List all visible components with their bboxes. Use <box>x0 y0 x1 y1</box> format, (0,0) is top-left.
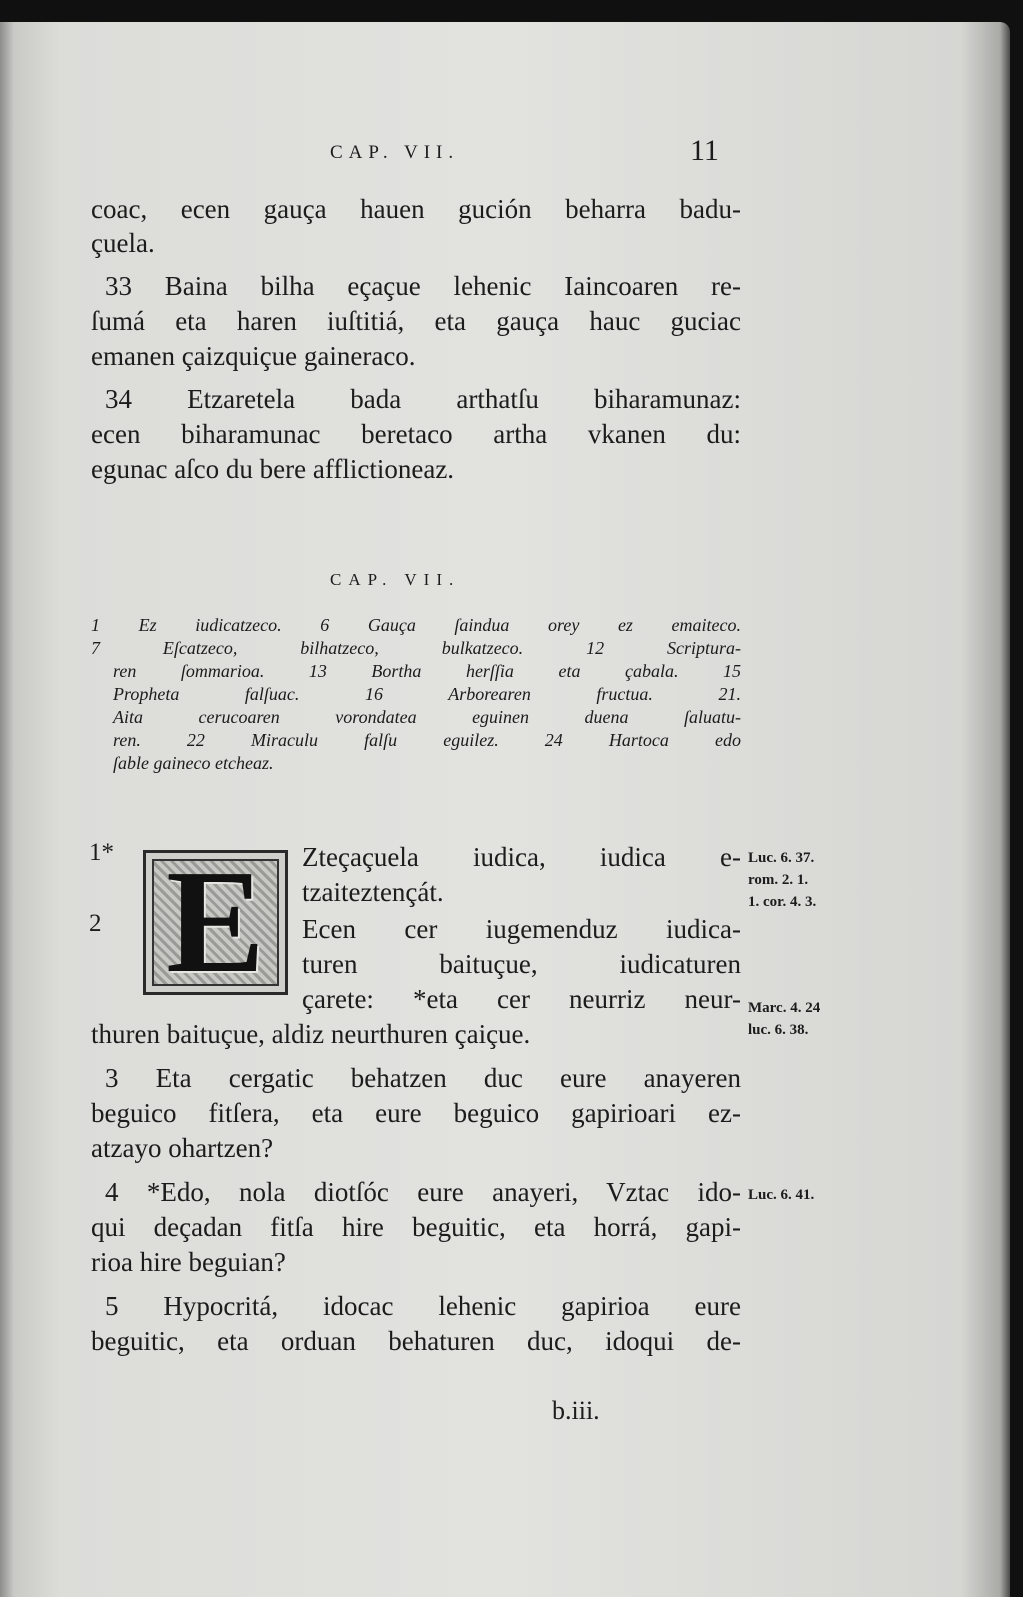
chapter-heading: CAP. VII. <box>330 570 461 589</box>
verse-number: 1* <box>89 839 114 866</box>
text-line: qui deçadan fitſa hire beguitic, eta horrá, gapi- <box>91 1212 741 1242</box>
text-line: 5 Hypocritá, idocac lehenic gapirioa eure <box>105 1291 741 1321</box>
summary-line: ſable gaineco etcheaz. <box>113 753 274 773</box>
text-line: 34 Etzaretela bada arthatſu biharamunaz: <box>105 384 741 414</box>
text-line: coac, ecen gauça hauen gución beharra badu- <box>91 194 741 224</box>
text-line: ecen biharamunac beretaco artha vkanen du: <box>91 419 741 449</box>
text-line: egunac aſco du bere afflictioneaz. <box>91 454 455 484</box>
text-line: Ecen cer iugemenduz iudica- <box>302 914 741 944</box>
drop-cap-ornament <box>143 840 288 1004</box>
summary-line: 1 Ez iudicatzeco. 6 Gauça ſaindua orey ez emaiteco. <box>91 615 741 635</box>
text-line: 4 *Edo, nola diotſóc eure anayeri, Vztac ido- <box>105 1177 741 1207</box>
verse-number: 2 <box>89 910 102 937</box>
margin-note: Luc. 6. 37. <box>748 850 815 866</box>
text-line: beguico fitſera, eta eure beguico gapirioari ez- <box>91 1098 741 1128</box>
text-line: tzaiteztençát. <box>302 877 444 907</box>
summary-line: ren. 22 Miraculu falſu eguilez. 24 Hartoca edo <box>113 730 741 750</box>
summary-line: ren ſommarioa. 13 Bortha herſſia eta çabala. 15 <box>113 661 741 681</box>
text-line: thuren baituçue, aldiz neurthuren çaiçue. <box>91 1019 531 1049</box>
text-line: 33 Baina bilha eçaçue lehenic Iaincoaren re- <box>105 271 741 301</box>
margin-note: Luc. 6. 41. <box>748 1187 815 1203</box>
text-line: çarete: *eta cer neurriz neur- <box>302 984 741 1014</box>
drop-cap-letter: E <box>166 840 265 1004</box>
text-line: Zteçaçuela iudica, iudica e- <box>302 842 741 872</box>
text-line: ſumá eta haren iuſtitiá, eta gauça hauc guciac <box>91 306 741 336</box>
signature-mark: b.iii. <box>552 1396 600 1425</box>
running-head-title: CAP. VII. <box>330 142 460 163</box>
text-line: rioa hire beguian? <box>91 1247 286 1277</box>
text-line: turen baituçue, iudicaturen <box>302 949 741 979</box>
margin-note: Marc. 4. 24 <box>748 1000 821 1016</box>
text-line: beguitic, eta orduan behaturen duc, idoqui de- <box>91 1326 741 1356</box>
book-page <box>0 22 1010 1597</box>
page-number: 11 <box>690 134 719 167</box>
text-line: 3 Eta cergatic behatzen duc eure anayeren <box>105 1063 741 1093</box>
summary-line: Propheta falſuac. 16 Arborearen fructua. 21. <box>113 684 741 704</box>
margin-note: luc. 6. 38. <box>748 1022 809 1038</box>
margin-note: 1. cor. 4. 3. <box>748 894 817 910</box>
text-line: çuela. <box>91 228 155 258</box>
text-line: emanen çaizquiçue gaineraco. <box>91 341 416 371</box>
margin-note: rom. 2. 1. <box>748 872 809 888</box>
summary-line: Aita cerucoaren vorondatea eguinen duena ſaluatu- <box>113 707 741 727</box>
summary-line: 7 Eſcatzeco, bilhatzeco, bulkatzeco. 12 Scriptura- <box>91 638 741 658</box>
text-line: atzayo ohartzen? <box>91 1133 274 1163</box>
